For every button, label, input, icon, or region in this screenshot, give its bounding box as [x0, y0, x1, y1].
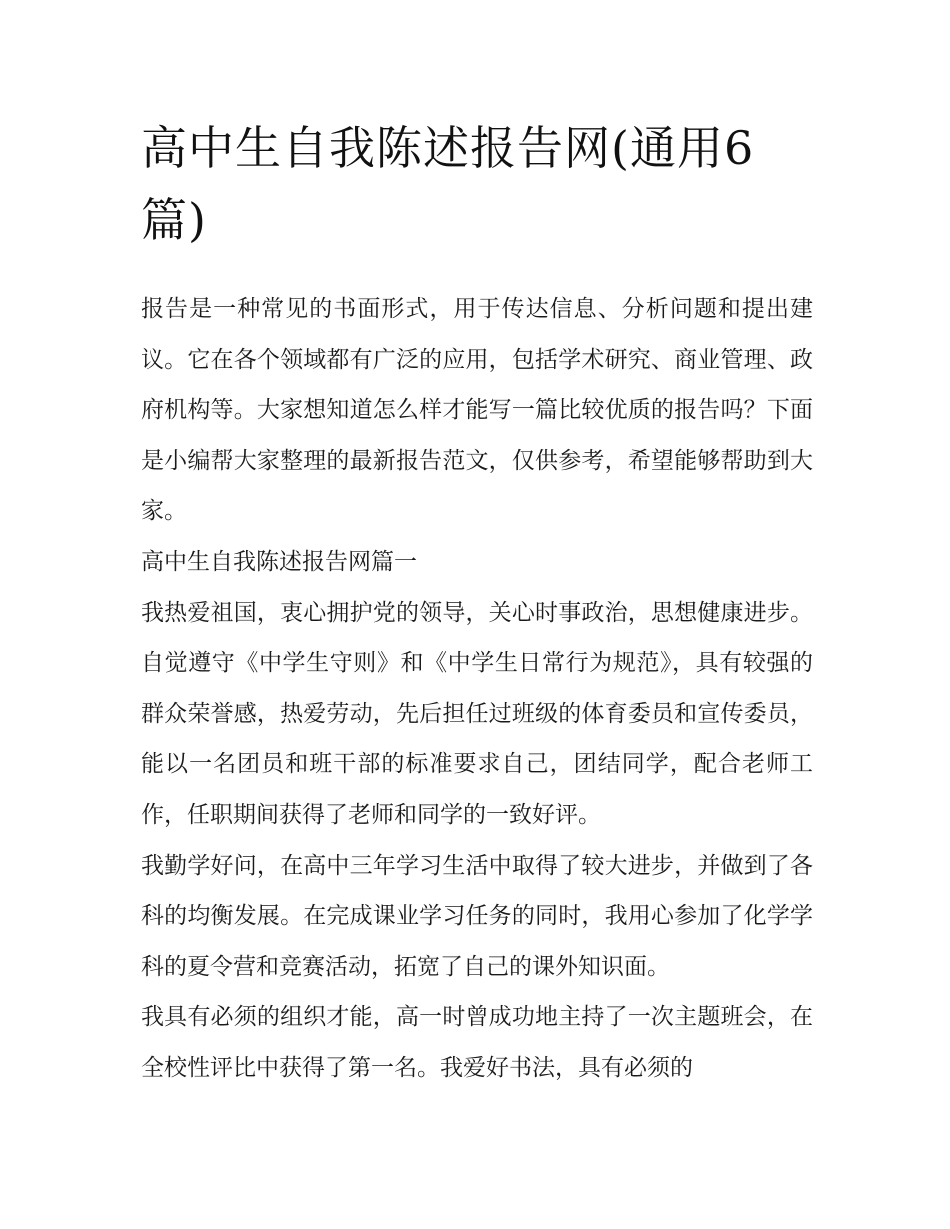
- body-paragraph: 我勤学好问，在高中三年学习生活中取得了较大进步，并做到了各科的均衡发展。在完成课业学习任务的同时，我用心参加了化学学科的夏令营和竞赛活动，拓宽了自己的课外知识面。: [141, 852, 813, 980]
- document-body: [141, 112, 813, 1094]
- intro-paragraph: 报告是一种常见的书面形式，用于传达信息、分析问题和提出建议。它在各个领域都有广泛的应用，包括学术研究、商业管理、政府机构等。大家想知道怎么样才能写一篇比较优质的报告吗？下面是小编帮大家整理的最新报告范文，仅供参考，希望能够帮助到大家。: [141, 296, 813, 525]
- section-heading: 高中生自我陈述报告网篇一: [141, 548, 417, 575]
- body-paragraph: 我具有必须的组织才能，高一时曾成功地主持了一次主题班会，在全校性评比中获得了第一名。我爱好书法，具有必须的: [141, 1004, 813, 1081]
- document-title: 高中生自我陈述报告网(通用6篇): [141, 121, 755, 247]
- body-paragraph: 我热爱祖国，衷心拥护党的领导，关心时事政治，思想健康进步。自觉遵守《中学生守则》和《中学生日常行为规范》，具有较强的群众荣誉感，热爱劳动，先后担任过班级的体育委员和宣传委员，能以一名团员和班干部的标准要求自己，团结同学，配合老师工作，任职期间获得了老师和同学的一致好评。: [141, 599, 813, 828]
